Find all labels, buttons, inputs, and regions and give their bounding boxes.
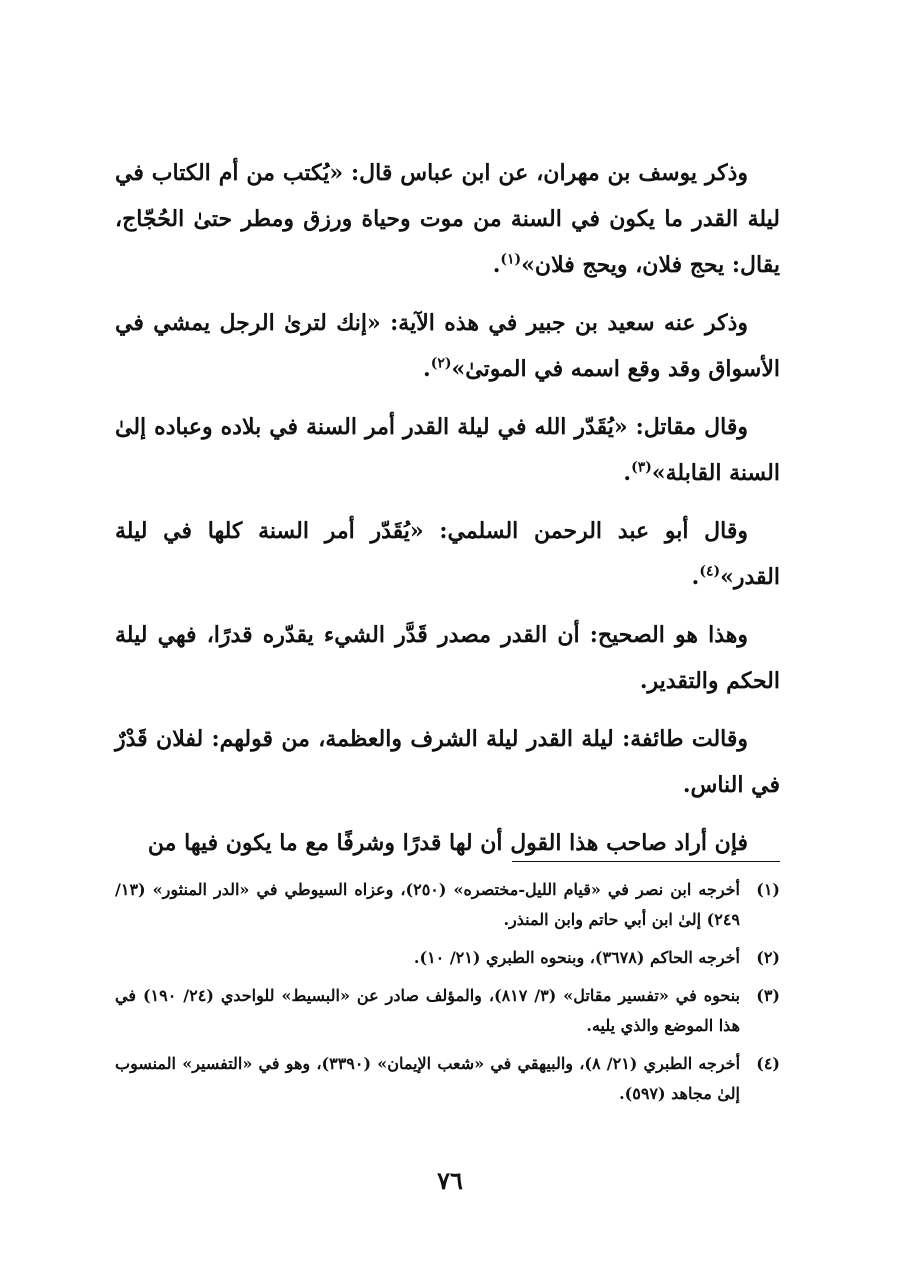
footnote-item bbox=[115, 943, 780, 973]
paragraph-text: وذكر عنه سعيد بن جبير في هذه الآية: «إنك لترىٰ الرجل يمشي في الأسواق وقد وقع اسمه في الموتىٰ» bbox=[115, 310, 780, 382]
footnote-number: (٣) bbox=[756, 986, 780, 1005]
footnote-text: أخرجه الحاكم (٣٦٧٨)، وبنحوه الطبري (٢١/ ١٠). bbox=[413, 948, 740, 967]
paragraph bbox=[115, 150, 780, 288]
paragraph-tail: . bbox=[492, 252, 501, 278]
paragraph bbox=[115, 508, 780, 600]
footnote-item bbox=[115, 981, 780, 1041]
footnote-number: (٤) bbox=[756, 1054, 780, 1073]
paragraph bbox=[115, 820, 780, 866]
paragraph-tail: . bbox=[623, 460, 632, 486]
page-number: ٧٦ bbox=[437, 1166, 463, 1195]
footnote-item bbox=[115, 875, 780, 935]
footnote-reference[interactable]: (٤) bbox=[699, 563, 721, 580]
footnotes-section bbox=[115, 875, 780, 1117]
footnote-number: (١) bbox=[756, 880, 780, 899]
paragraph-text: وقالت طائفة: ليلة القدر ليلة الشرف والعظمة، من قولهم: لفلان قَدْرٌ في الناس. bbox=[115, 726, 780, 798]
footnote-item bbox=[115, 1049, 780, 1109]
paragraph-text: وهذا هو الصحيح: أن القدر مصدر قَدَّر الشيء يقدّره قدرًا، فهي ليلة الحكم والتقدير. bbox=[115, 622, 780, 694]
paragraph-text: وقال أبو عبد الرحمن السلمي: «يُقَدّر أمر السنة كلها في ليلة القدر» bbox=[115, 518, 780, 590]
footnote-text: أخرجه الطبري (٢١/ ٨)، والبيهقي في «شعب الإيمان» (٣٣٩٠)، وهو في «التفسير» المنسوب إلىٰ مجاهد (٥٩٧). bbox=[115, 1054, 741, 1103]
footnote-reference[interactable]: (١) bbox=[500, 251, 522, 268]
footnote-separator bbox=[512, 861, 780, 862]
paragraph bbox=[115, 300, 780, 392]
paragraph-tail: . bbox=[423, 356, 431, 382]
paragraph-text: فإن أراد صاحب هذا القول أن لها قدرًا وشرفًا مع ما يكون فيها من bbox=[147, 830, 748, 856]
paragraph-tail: . bbox=[691, 564, 700, 590]
footnote-number: (٢) bbox=[756, 948, 780, 967]
main-text-body bbox=[115, 150, 780, 878]
paragraph bbox=[115, 716, 780, 808]
footnote-reference[interactable]: (٣) bbox=[631, 459, 652, 476]
paragraph bbox=[115, 612, 780, 704]
footnote-text: أخرجه ابن نصر في «قيام الليل-مختصره» (٢٥٠)، وعزاه السيوطي في «الدر المنثور» (١٣/ ٢٤٩) إلىٰ ابن أبي حاتم وابن المنذر. bbox=[115, 880, 740, 929]
paragraph bbox=[115, 404, 780, 496]
footnote-reference[interactable]: (٢) bbox=[430, 355, 452, 372]
paragraph-text: وقال مقاتل: «يُقَدّر الله في ليلة القدر أمر السنة في بلاده وعباده إلىٰ السنة القابلة» bbox=[115, 414, 780, 486]
footnote-text: بنحوه في «تفسير مقاتل» (٣/ ٨١٧)، والمؤلف صادر عن «البسيط» للواحدي (٢٤/ ١٩٠) في هذا الموضع والذي يليه. bbox=[115, 986, 740, 1035]
paragraph-text: وذكر يوسف بن مهران، عن ابن عباس قال: «يُكتب من أم الكتاب في ليلة القدر ما يكون في السنة من موت وحياة ورزق ومطر حتىٰ الحُجّاج، يقال: يحج فلان، ويحج فلان» bbox=[115, 160, 780, 278]
